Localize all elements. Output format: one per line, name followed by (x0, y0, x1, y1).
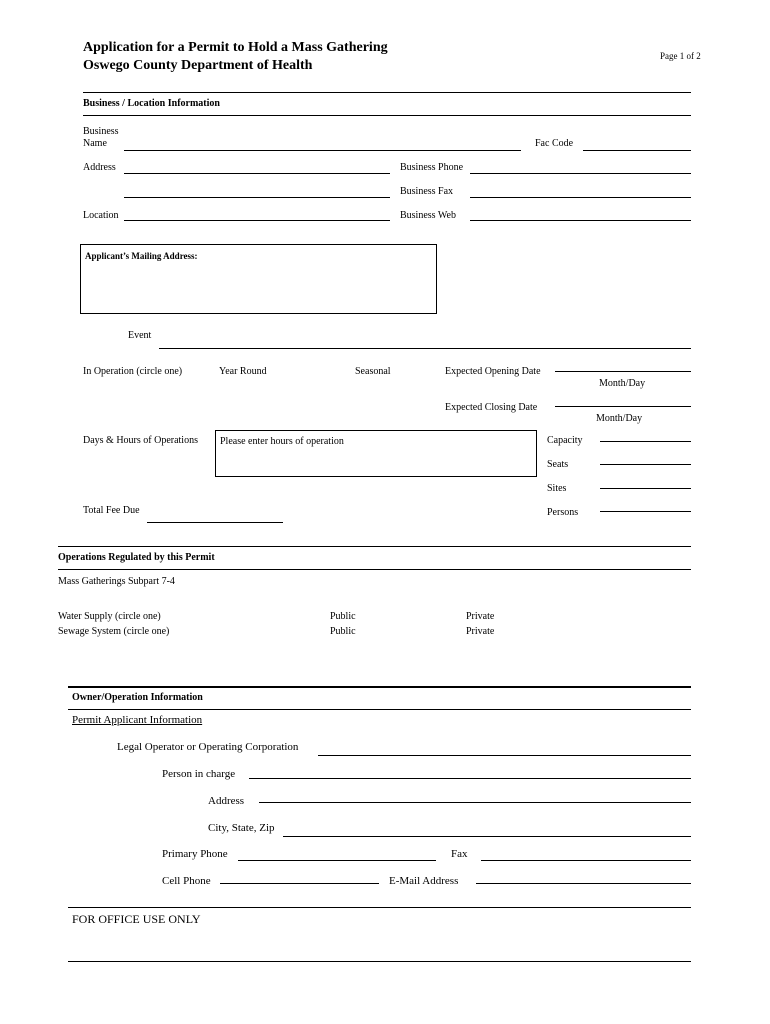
office-bottom-rule (68, 961, 691, 962)
hours-placeholder: Please enter hours of operation (220, 436, 344, 447)
in-operation-label: In Operation (circle one) (83, 366, 183, 377)
expected-closing-label: Expected Closing Date (445, 402, 538, 413)
business-phone-label: Business Phone (400, 162, 464, 173)
event-label: Event (128, 330, 152, 341)
address-field-2[interactable] (124, 197, 390, 198)
business-fax-field[interactable] (470, 197, 691, 198)
persons-label: Persons (547, 507, 579, 518)
total-fee-field[interactable] (147, 522, 283, 523)
operations-section-title: Operations Regulated by this Permit (58, 552, 215, 563)
owner-bottom-rule (68, 709, 691, 710)
email-label: E-Mail Address (389, 875, 459, 887)
person-in-charge-field[interactable] (249, 778, 691, 779)
owner-top-rule (68, 686, 691, 688)
sewage-public-option[interactable]: Public (330, 626, 356, 637)
business-name-label-1: Business (83, 126, 119, 137)
location-field[interactable] (124, 220, 390, 221)
water-supply-label: Water Supply (circle one) (58, 611, 161, 622)
expected-opening-field[interactable] (555, 371, 691, 372)
business-phone-field[interactable] (470, 173, 691, 174)
mailing-address-box[interactable] (80, 244, 437, 314)
expected-closing-field[interactable] (555, 406, 691, 407)
year-round-option[interactable]: Year Round (219, 366, 267, 377)
business-name-label-2: Name (83, 138, 107, 149)
closing-month-day-hint: Month/Day (596, 413, 643, 424)
business-section-title: Business / Location Information (83, 98, 220, 109)
capacity-field[interactable] (600, 441, 691, 442)
business-fax-label: Business Fax (400, 186, 454, 197)
city-state-zip-label: City, State, Zip (208, 822, 275, 834)
operations-top-rule (58, 546, 691, 547)
permit-applicant-heading: Permit Applicant Information (72, 714, 203, 726)
fax-label: Fax (451, 848, 468, 860)
hours-of-operation-field[interactable] (215, 430, 537, 477)
water-private-option[interactable]: Private (466, 611, 495, 622)
capacity-label: Capacity (547, 435, 583, 446)
office-use-label: FOR OFFICE USE ONLY (72, 912, 201, 926)
water-public-option[interactable]: Public (330, 611, 356, 622)
operations-bottom-rule (58, 569, 691, 570)
form-title-line2: Oswego County Department of Health (83, 58, 313, 73)
page-number: Page 1 of 2 (660, 51, 701, 61)
address-label: Address (83, 162, 116, 173)
section-top-rule (83, 92, 691, 93)
primary-phone-label: Primary Phone (162, 848, 228, 860)
seats-label: Seats (547, 459, 569, 470)
persons-field[interactable] (600, 511, 691, 512)
section-bottom-rule (83, 115, 691, 116)
primary-phone-field[interactable] (238, 860, 436, 861)
cell-phone-label: Cell Phone (162, 875, 211, 887)
fac-code-field[interactable] (583, 150, 691, 151)
opening-month-day-hint: Month/Day (599, 378, 646, 389)
office-top-rule (68, 907, 691, 908)
business-name-field[interactable] (124, 150, 521, 151)
person-in-charge-label: Person in charge (162, 768, 236, 780)
owner-section-title: Owner/Operation Information (72, 692, 203, 703)
business-web-field[interactable] (470, 220, 691, 221)
expected-opening-label: Expected Opening Date (445, 366, 541, 377)
mailing-address-label: Applicant’s Mailing Address: (85, 251, 198, 261)
fax-field[interactable] (481, 860, 691, 861)
location-label: Location (83, 210, 119, 221)
total-fee-label: Total Fee Due (83, 505, 140, 516)
subpart-label: Mass Gatherings Subpart 7-4 (58, 576, 175, 587)
address-field-1[interactable] (124, 173, 390, 174)
days-hours-label: Days & Hours of Operations (83, 435, 198, 446)
fac-code-label: Fac Code (535, 138, 574, 149)
legal-operator-label: Legal Operator or Operating Corporation (117, 741, 299, 753)
legal-operator-field[interactable] (318, 755, 691, 756)
cell-phone-field[interactable] (220, 883, 379, 884)
form-title-line1: Application for a Permit to Hold a Mass Gathering (83, 40, 388, 55)
seats-field[interactable] (600, 464, 691, 465)
email-field[interactable] (476, 883, 691, 884)
owner-address-label: Address (208, 795, 245, 807)
seasonal-option[interactable]: Seasonal (355, 366, 391, 377)
owner-address-field[interactable] (259, 802, 691, 803)
sewage-system-label: Sewage System (circle one) (58, 626, 170, 637)
event-field[interactable] (159, 348, 691, 349)
sites-field[interactable] (600, 488, 691, 489)
sites-label: Sites (547, 483, 567, 494)
city-state-zip-field[interactable] (283, 836, 691, 837)
business-web-label: Business Web (400, 210, 456, 221)
sewage-private-option[interactable]: Private (466, 626, 495, 637)
